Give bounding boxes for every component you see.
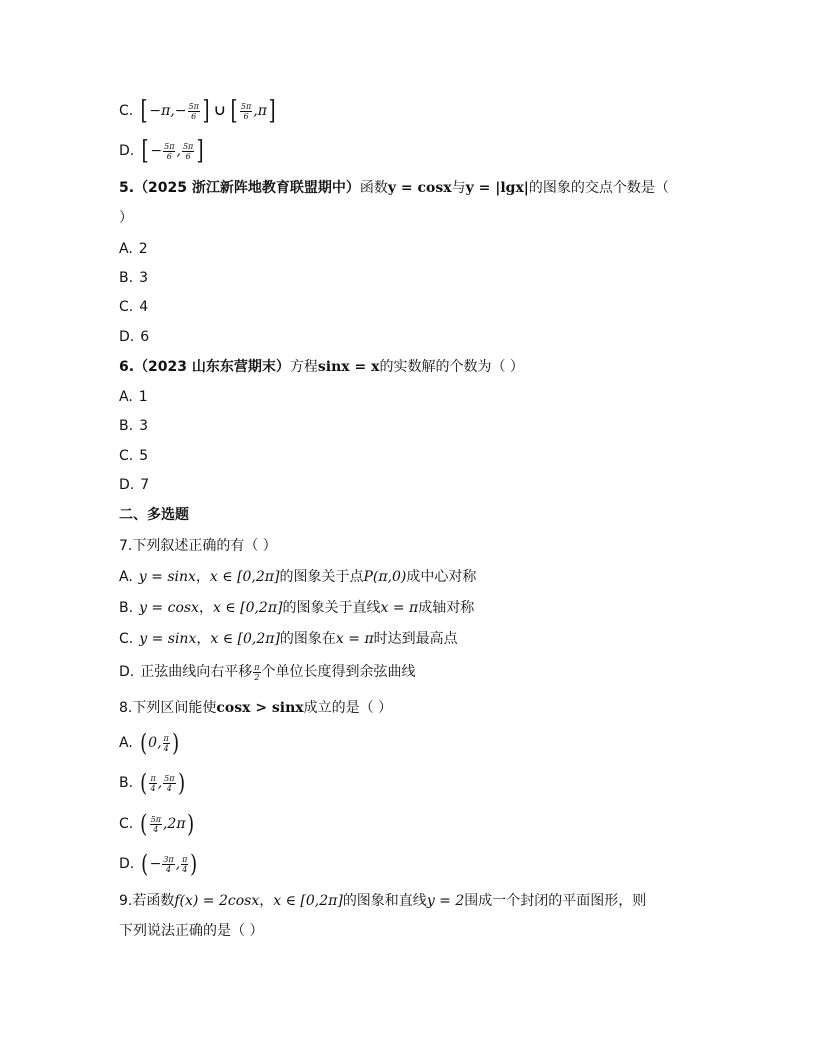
math-expression: y = 2	[426, 893, 465, 909]
q6-option-a	[119, 386, 148, 408]
comma: ,	[176, 143, 181, 159]
stem-text: 方程	[289, 359, 318, 375]
interval-part: −π,−	[149, 103, 187, 119]
paren-left: (	[139, 729, 147, 757]
option-label: D.	[119, 856, 135, 872]
option-value: 1	[138, 389, 148, 405]
stem-text: 的图象和直线	[342, 893, 427, 909]
q6-stem	[119, 356, 524, 378]
option-text: 个单位长度得到余弦曲线	[261, 664, 416, 680]
option-label: B.	[119, 270, 134, 286]
bracket-left: [	[140, 96, 148, 126]
math-expression: y = sinx	[138, 569, 196, 585]
math-expression: P(π,0)	[363, 569, 407, 585]
q8-option-d	[119, 850, 199, 878]
question-number: 5.	[119, 180, 135, 196]
option-label: A.	[119, 389, 133, 405]
paren-right: )	[190, 850, 198, 878]
option-label: B.	[119, 418, 134, 434]
math-expression: f(x) = 2cosx	[174, 893, 260, 909]
option-label: C.	[119, 631, 134, 647]
math-expression: y = cosx	[387, 180, 452, 196]
stem-text: 函数	[359, 180, 388, 196]
bracket-left: [	[141, 136, 149, 166]
minus-sign: −	[149, 856, 162, 872]
paren-left: (	[140, 769, 148, 797]
option-label: A.	[119, 241, 133, 257]
option-text: 的图象在	[279, 631, 336, 647]
q5-stem	[119, 177, 669, 199]
math-expression: sinx = x	[317, 359, 380, 375]
comma: ，	[196, 631, 211, 647]
option-label: C.	[119, 448, 134, 464]
option-text: 的图象关于点	[279, 569, 364, 585]
math-expression: y = sinx	[139, 631, 197, 647]
stem-text: ）	[119, 210, 133, 226]
q9-stem-cont: 下列说法正确的是（ ）	[119, 923, 264, 939]
stem-text: 成立的是（ ）	[303, 700, 393, 716]
q6-option-b	[119, 415, 148, 437]
paren-right: )	[177, 769, 185, 797]
section-title: 二、多选题	[119, 507, 189, 523]
fraction: $\frac{5\pi}{6}$	[240, 101, 252, 121]
minus-sign: −	[150, 143, 163, 159]
q7-option-b	[119, 597, 474, 619]
option-value: 3	[139, 418, 148, 434]
q5-option-b	[119, 267, 148, 289]
q8-option-b	[119, 769, 186, 797]
option-label: C.	[119, 299, 134, 315]
option-label: D.	[119, 477, 135, 493]
comma: ,	[175, 856, 181, 872]
comma: ，	[198, 600, 213, 616]
fraction: $\frac{5\pi}{6}$	[182, 141, 194, 161]
option-text: 时达到最高点	[373, 631, 458, 647]
math-expression: x ∈ [0,2π]	[212, 600, 283, 616]
fraction: $\frac{\pi}{4}$	[150, 773, 156, 793]
question-number: 6.	[119, 359, 135, 375]
option-label: A.	[119, 735, 133, 751]
q5-option-d	[119, 326, 149, 348]
math-expression: x ∈ [0,2π]	[210, 631, 280, 647]
stem-text: 围成一个封闭的平面图形，则	[464, 893, 647, 909]
math-expression: x ∈ [0,2π]	[273, 893, 343, 909]
paren-left: (	[140, 810, 148, 838]
fraction: $\frac{5\pi}{6}$	[188, 101, 199, 121]
option-value: 2	[138, 241, 148, 257]
q7-option-d	[119, 661, 416, 683]
comma: ，	[259, 893, 274, 909]
fraction: $\frac{5\pi}{4}$	[150, 814, 161, 834]
fraction: $\frac{3\pi}{4}$	[163, 854, 174, 874]
q4-option-c	[119, 96, 277, 126]
option-value: 5	[139, 448, 149, 464]
option-text: 正弦曲线向右平移	[140, 664, 253, 680]
q4-option-d	[119, 136, 205, 166]
interval-part: ,π	[253, 103, 267, 119]
interval-part: ,2π	[162, 816, 186, 832]
comma: ,	[157, 775, 163, 791]
q5-stem-cont	[119, 207, 133, 229]
fraction: $\frac{\pi}{4}$	[163, 733, 169, 753]
paren-left: (	[141, 850, 149, 878]
q7-stem: 7.下列叙述正确的有（ ）	[119, 538, 277, 554]
fraction: $\frac{5\pi}{4}$	[164, 773, 175, 793]
q5-option-c	[119, 296, 148, 318]
stem-text: 与	[451, 180, 466, 196]
option-text: 的图象关于直线	[282, 600, 381, 616]
stem-text: 的图象的交点个数是（	[528, 180, 669, 196]
bracket-left: [	[230, 96, 238, 126]
math-expression: y = cosx	[139, 600, 199, 616]
option-label: D.	[119, 664, 135, 680]
bracket-right: ]	[268, 96, 276, 126]
fraction: $\frac{5\pi}{6}$	[164, 141, 175, 161]
paren-right: )	[171, 729, 179, 757]
stem-text: 9.若函数	[119, 893, 175, 909]
option-label: C.	[119, 816, 134, 832]
q6-option-d	[119, 474, 149, 496]
math-expression: x = π	[380, 600, 419, 616]
stem-text: 8.下列区间能使	[119, 700, 217, 716]
math-expression: cosx > sinx	[216, 700, 304, 716]
option-label: D.	[119, 329, 135, 345]
paren-right: )	[186, 810, 194, 838]
fraction: $\frac{\pi}{4}$	[182, 854, 188, 874]
comma: ，	[195, 569, 210, 585]
q6-option-c	[119, 445, 148, 467]
option-value: 6	[140, 329, 150, 345]
q7-option-a	[119, 566, 476, 588]
option-value: 4	[139, 299, 149, 315]
q5-option-a	[119, 238, 148, 260]
q8-option-a	[119, 729, 180, 757]
option-label: A.	[119, 569, 133, 585]
math-expression: x ∈ [0,2π]	[209, 569, 280, 585]
option-value: 7	[140, 477, 150, 493]
q8-option-c	[119, 810, 195, 838]
math-expression: x = π	[335, 631, 374, 647]
option-text: 成中心对称	[406, 569, 477, 585]
interval-part: 0,	[148, 735, 162, 751]
union-symbol: ∪	[214, 103, 226, 119]
option-label: D.	[119, 143, 135, 159]
option-text: 成轴对称	[418, 600, 475, 616]
option-label: B.	[119, 775, 134, 791]
fraction: $\frac{\pi}{2}$	[254, 662, 260, 682]
option-label: B.	[119, 600, 134, 616]
bracket-right: ]	[202, 96, 210, 126]
option-value: 3	[139, 270, 148, 286]
q8-stem	[119, 697, 392, 719]
option-label: C.	[119, 103, 134, 119]
question-source: （2025 浙江新阵地教育联盟期中）	[134, 180, 360, 196]
stem-text: 的实数解的个数为（ ）	[379, 359, 524, 375]
q7-option-c	[119, 628, 458, 650]
question-source: （2023 山东东营期末）	[134, 359, 290, 375]
bracket-right: ]	[196, 136, 204, 166]
q9-stem	[119, 890, 646, 912]
math-expression: y = |lgx|	[465, 180, 529, 196]
